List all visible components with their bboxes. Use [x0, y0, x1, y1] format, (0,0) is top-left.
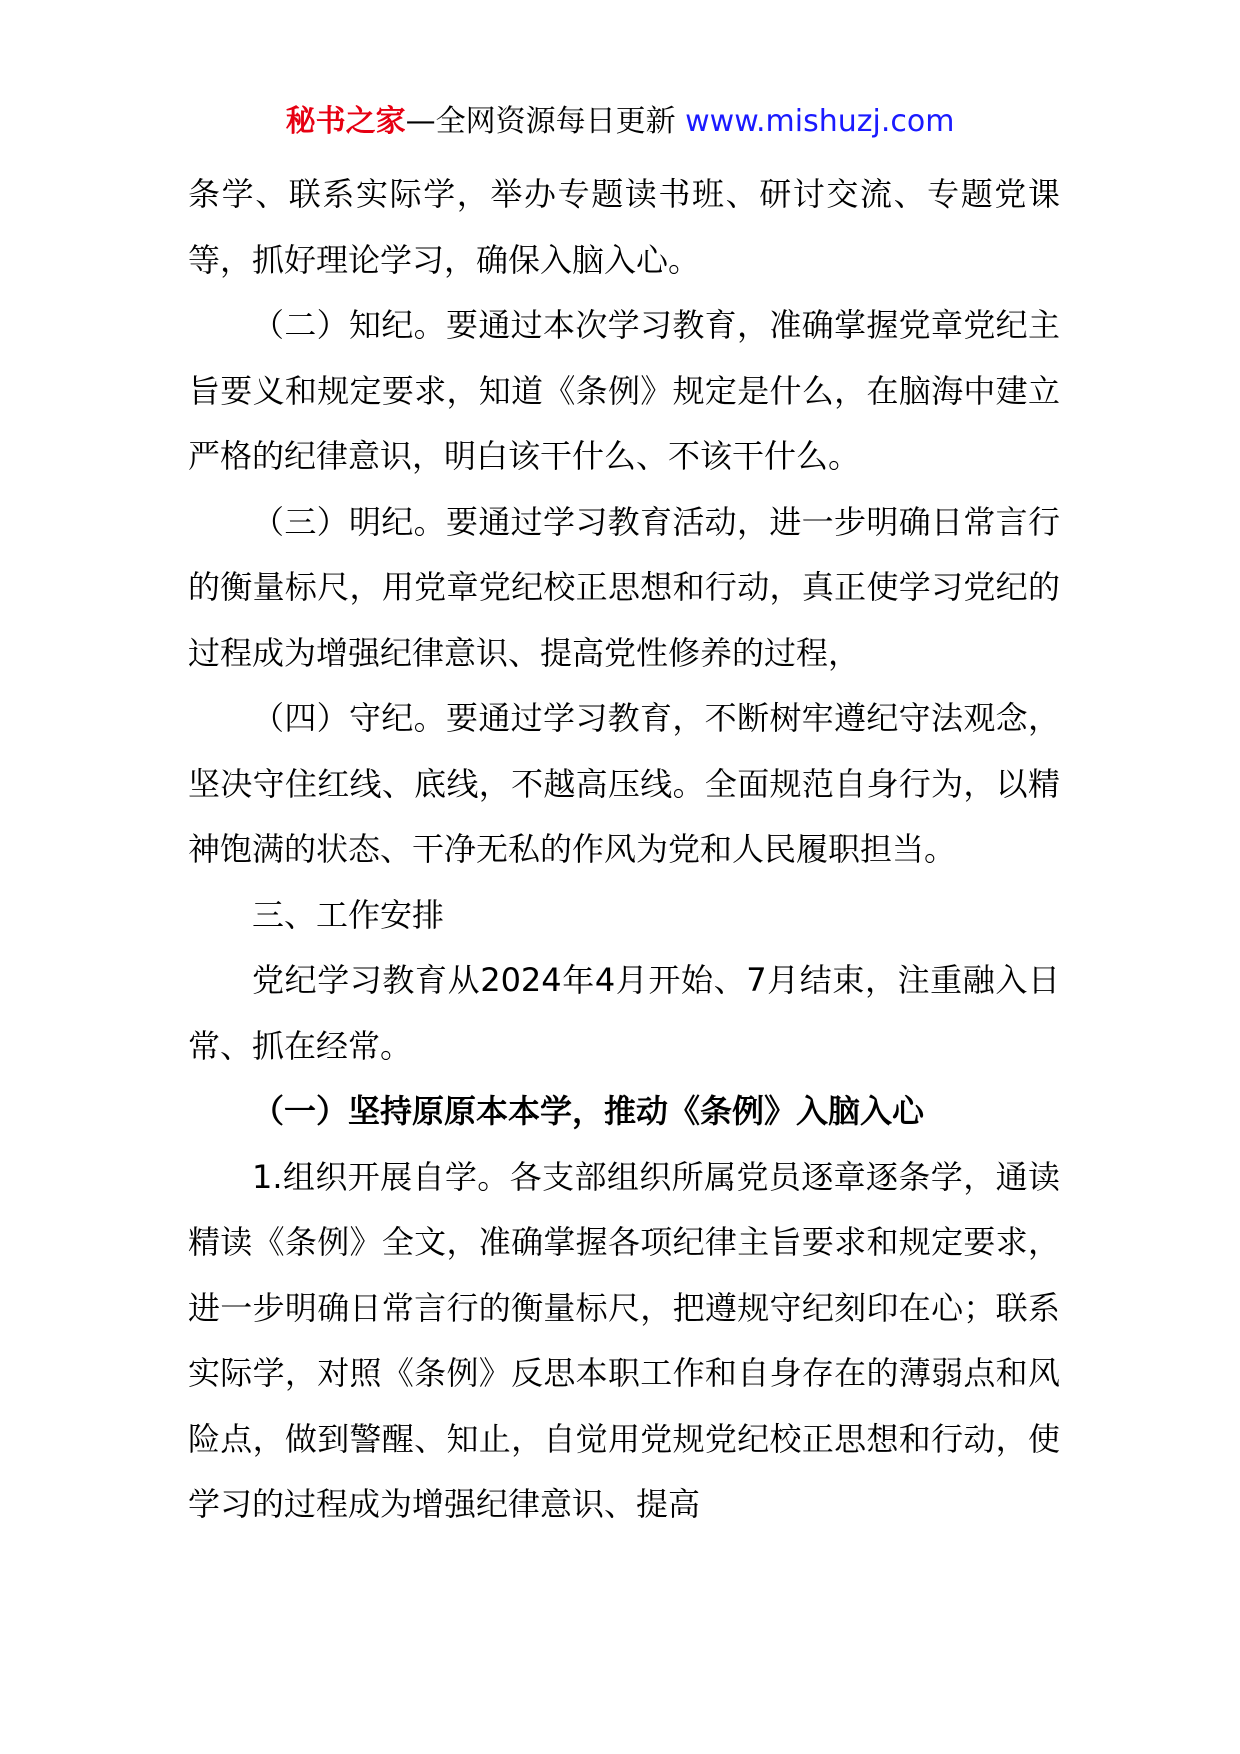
document-body [188, 162, 1060, 1538]
paragraph-zhiji: （二）知纪。要通过本次学习教育，准确掌握党章党纪主旨要义和规定要求，知道《条例》规定是什么，在脑海中建立严格的纪律意识，明白该干什么、不该干什么。 [188, 306, 1060, 475]
section-heading-work-arrangement: 三、工作安排 [252, 895, 445, 934]
site-url: www.mishuzj.com [685, 104, 955, 139]
paragraph-schedule: 党纪学习教育从2024年4月开始、7月结束，注重融入日常、抓在经常。 [188, 961, 1060, 1065]
paragraph-mingji: （三）明纪。要通过学习教育活动，进一步明确日常言行的衡量标尺，用党章党纪校正思想和行动，真正使学习党纪的过程成为增强纪律意识、提高党性修养的过程， [188, 502, 1060, 672]
site-watermark-header [0, 100, 1240, 144]
site-tagline: —全网资源每日更新 [405, 104, 686, 139]
paragraph-shouji: （四）守纪。要通过学习教育，不断树牢遵纪守法观念，坚决守住红线、底线，不越高压线。全面规范自身行为，以精神饱满的状态、干净无私的作风为党和人民履职担当。 [188, 699, 1060, 868]
paragraph-continued: 条学、联系实际学，举办专题读书班、研讨交流、专题党课等，抓好理论学习，确保入脑入心。 [188, 175, 1060, 279]
subsection-heading: （一）坚持原原本本学，推动《条例》入脑入心 [252, 1092, 925, 1130]
site-brand: 秘书之家 [285, 104, 406, 139]
paragraph-self-study: 1.组织开展自学。各支部组织所属党员逐章逐条学，通读精读《条例》全文，准确掌握各项纪律主旨要求和规定要求，进一步明确日常言行的衡量标尺，把遵规守纪刻印在心；联系实际学，对照《条例》反思本职工作和自身存在的薄弱点和风险点，做到警醒、知止，自觉用党规党纪校正思想和行动，使学习的过程成为增强纪律意识、提高 [188, 1157, 1060, 1523]
